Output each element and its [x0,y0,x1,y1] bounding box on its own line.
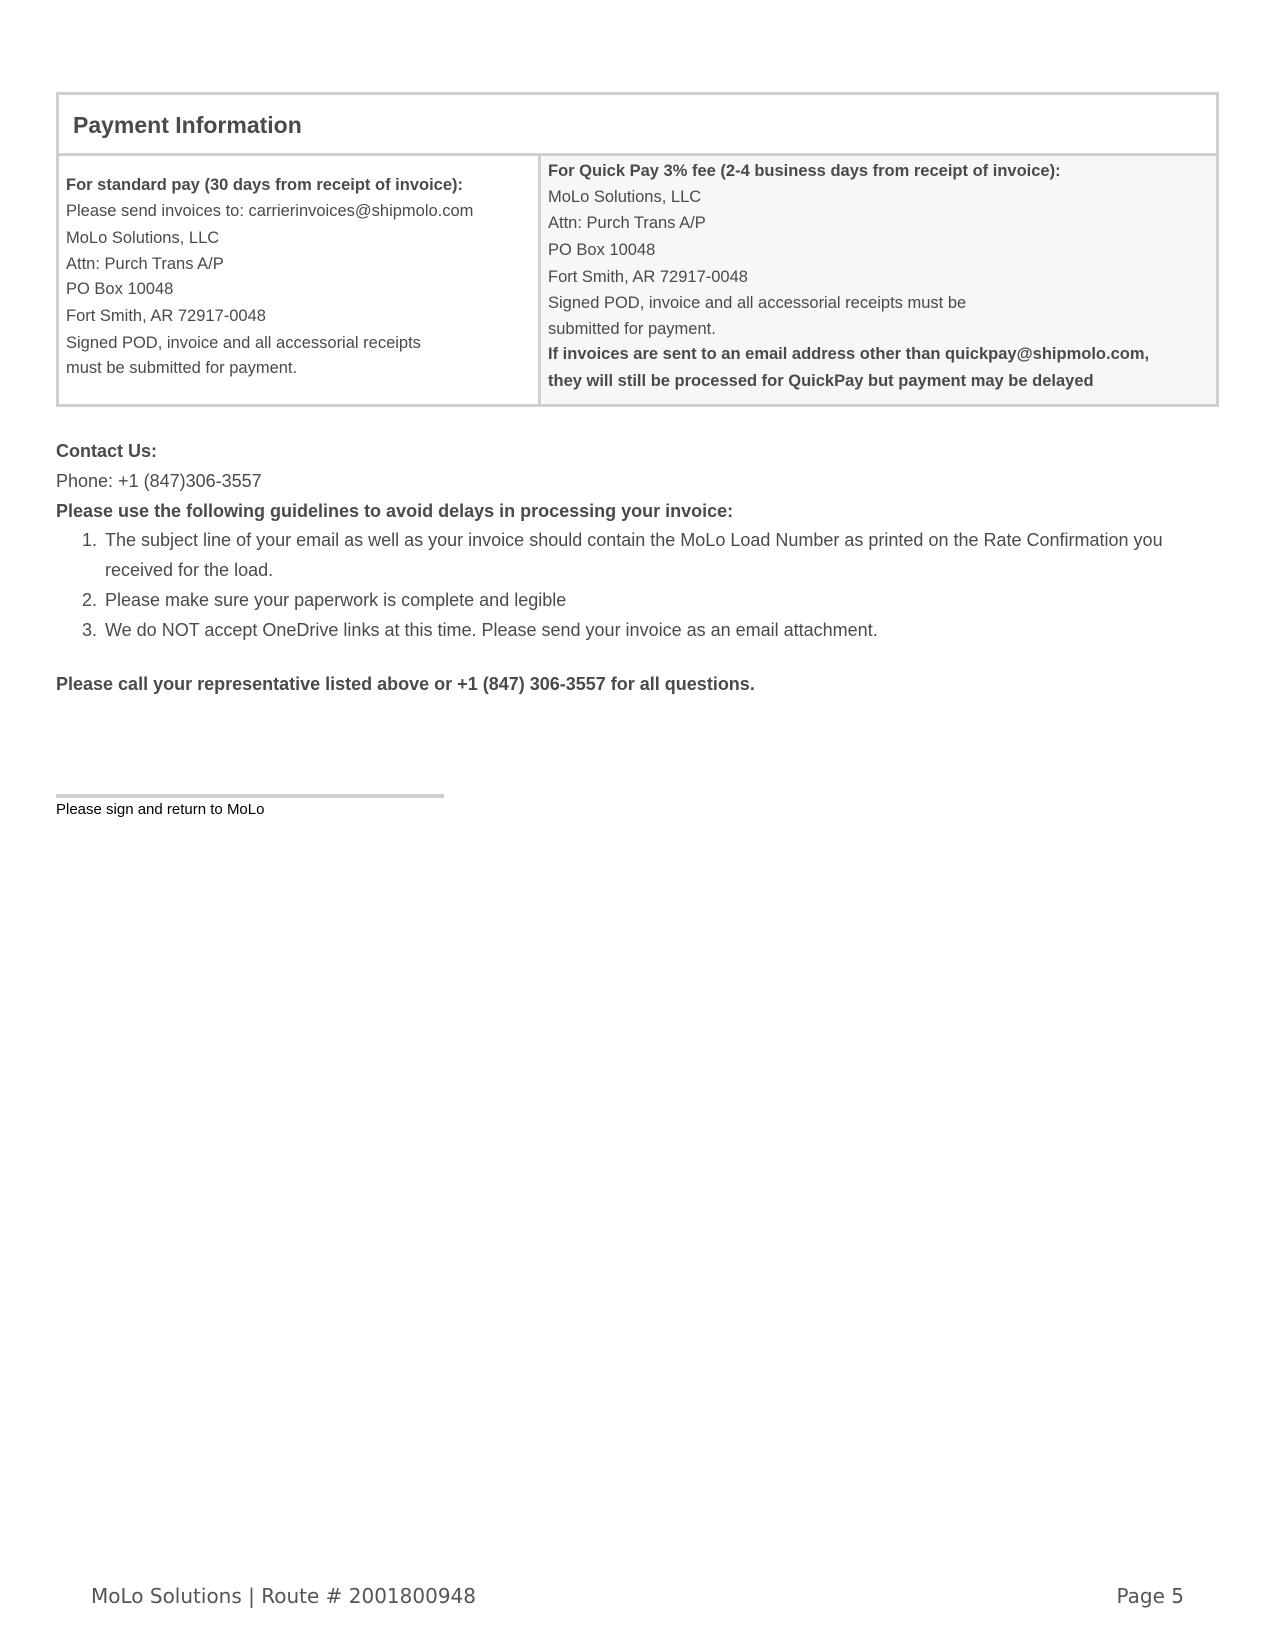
standard-pay-attn: Attn: Purch Trans A/P [66,255,224,273]
footer-route: MoLo Solutions | Route # 2001800948 [91,1584,476,1608]
quick-pay-attn: Attn: Purch Trans A/P [548,214,706,232]
list-item-text: We do NOT accept OneDrive links at this time. Please send your invoice as an email attachment. [105,620,878,640]
standard-pay-heading: For standard pay (30 days from receipt of invoice): [66,176,464,194]
contact-phone: Phone: +1 (847)306-3557 [56,471,262,491]
standard-pay-requirement-1: Signed POD, invoice and all accessorial receipts [66,334,421,352]
quick-pay-requirement-1: Signed POD, invoice and all accessorial receipts must be [548,294,967,312]
quick-pay-notice-2: they will still be processed for QuickPay but payment may be delayed [548,372,1094,390]
payment-information-table [56,92,1219,407]
list-item-number: 1. [82,530,98,550]
contact-heading: Contact Us: [56,441,158,461]
list-item-number: 2. [82,590,98,610]
quick-pay-column [541,156,1216,404]
standard-pay-company: MoLo Solutions, LLC [66,229,220,247]
guidelines-heading: Please use the following guidelines to avoid delays in processing your invoice: [56,501,734,521]
standard-pay-email-line: Please send invoices to: carrierinvoices@shipmolo.com [66,202,474,220]
closing-instruction: Please call your representative listed above or +1 (847) 306-3557 for all questions. [56,674,755,694]
quick-pay-company: MoLo Solutions, LLC [548,188,702,206]
payment-information-title: Payment Information [73,112,302,138]
list-item-number: 3. [82,620,98,640]
signature-line [56,794,444,798]
list-item-text-continued: received for the load. [105,560,274,580]
standard-pay-column [59,156,541,404]
standard-pay-po-box: PO Box 10048 [66,280,174,298]
standard-pay-city: Fort Smith, AR 72917-0048 [66,307,266,325]
list-item-text: The subject line of your email as well as your invoice should contain the MoLo Load Number as printed on the Rate Confirmation you [105,530,1163,550]
standard-pay-requirement-2: must be submitted for payment. [66,359,298,377]
signature-label: Please sign and return to MoLo [56,801,265,818]
footer-page-number: Page 5 [1116,1584,1184,1608]
quick-pay-requirement-2: submitted for payment. [548,320,716,338]
quick-pay-city: Fort Smith, AR 72917-0048 [548,268,748,286]
payment-information-header [59,95,1216,156]
quick-pay-heading: For Quick Pay 3% fee (2-4 business days from receipt of invoice): [548,162,1061,180]
list-item-text: Please make sure your paperwork is complete and legible [105,590,567,610]
quick-pay-po-box: PO Box 10048 [548,241,656,259]
quick-pay-notice-1: If invoices are sent to an email address other than quickpay@shipmolo.com, [548,345,1150,363]
